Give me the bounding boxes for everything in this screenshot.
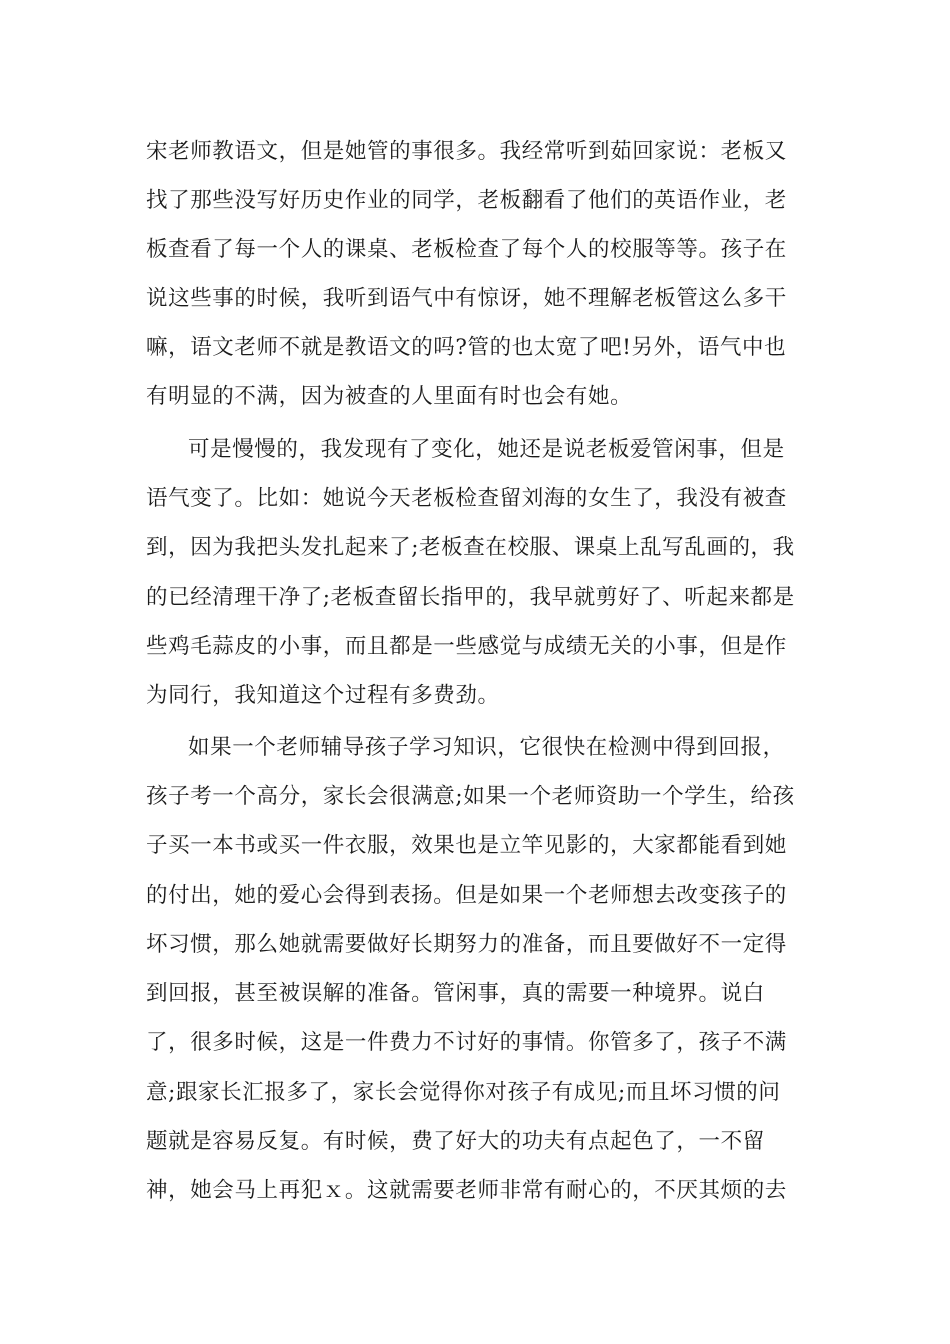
text-line: 如果一个老师辅导孩子学习知识，它很快在检测中得到回报， <box>188 735 785 760</box>
text-line: 宋老师教语文，但是她管的事很多。我经常听到茹回家说：老板又 <box>146 139 787 164</box>
text-line: 的已经清理干净了;老板查留长指甲的，我早就剪好了、听起来都是 <box>146 585 795 610</box>
text-line: 的付出，她的爱心会得到表扬。但是如果一个老师想去改变孩子的 <box>146 883 787 908</box>
text-line: 题就是容易反复。有时候，费了好大的功夫有点起色了，一不留 <box>146 1129 765 1154</box>
text-line: 板查看了每一个人的课桌、老板检查了每个人的校服等等。孩子在 <box>146 237 787 262</box>
text-line: 为同行，我知道这个过程有多费劲。 <box>146 683 500 708</box>
text-line: 到回报，甚至被误解的准备。管闲事，真的需要一种境界。说白 <box>146 981 765 1006</box>
text-line: 可是慢慢的，我发现有了变化，她还是说老板爱管闲事，但是 <box>188 437 785 462</box>
text-line: 找了那些没写好历史作业的同学，老板翻看了他们的英语作业，老 <box>146 188 787 213</box>
text-line: 说这些事的时候，我听到语气中有惊讶，她不理解老板管这么多干 <box>146 286 787 311</box>
text-line: 嘛，语文老师不就是教语文的吗?管的也太宽了吧!另外，语气中也 <box>146 335 787 360</box>
text-line: 子买一本书或买一件衣服，效果也是立竿见影的，大家都能看到她 <box>146 833 787 858</box>
text-line: 神，她会马上再犯ｘ。这就需要老师非常有耐心的，不厌其烦的去 <box>146 1178 787 1203</box>
text-line: 坏习惯，那么她就需要做好长期努力的准备，而且要做好不一定得 <box>146 932 787 957</box>
text-line: 意;跟家长汇报多了，家长会觉得你对孩子有成见;而且坏习惯的问 <box>146 1080 781 1105</box>
text-line: 些鸡毛蒜皮的小事，而且都是一些感觉与成绩无关的小事，但是作 <box>146 634 787 659</box>
text-line: 有明显的不满，因为被查的人里面有时也会有她。 <box>146 384 633 409</box>
text-line: 孩子考一个高分，家长会很满意;如果一个老师资助一个学生，给孩 <box>146 784 795 809</box>
text-line: 语气变了。比如：她说今天老板检查留刘海的女生了，我没有被查 <box>146 486 787 511</box>
text-line: 了，很多时候，这是一件费力不讨好的事情。你管多了，孩子不满 <box>146 1030 787 1055</box>
text-line: 到，因为我把头发扎起来了;老板查在校服、课桌上乱写乱画的，我 <box>146 535 795 560</box>
